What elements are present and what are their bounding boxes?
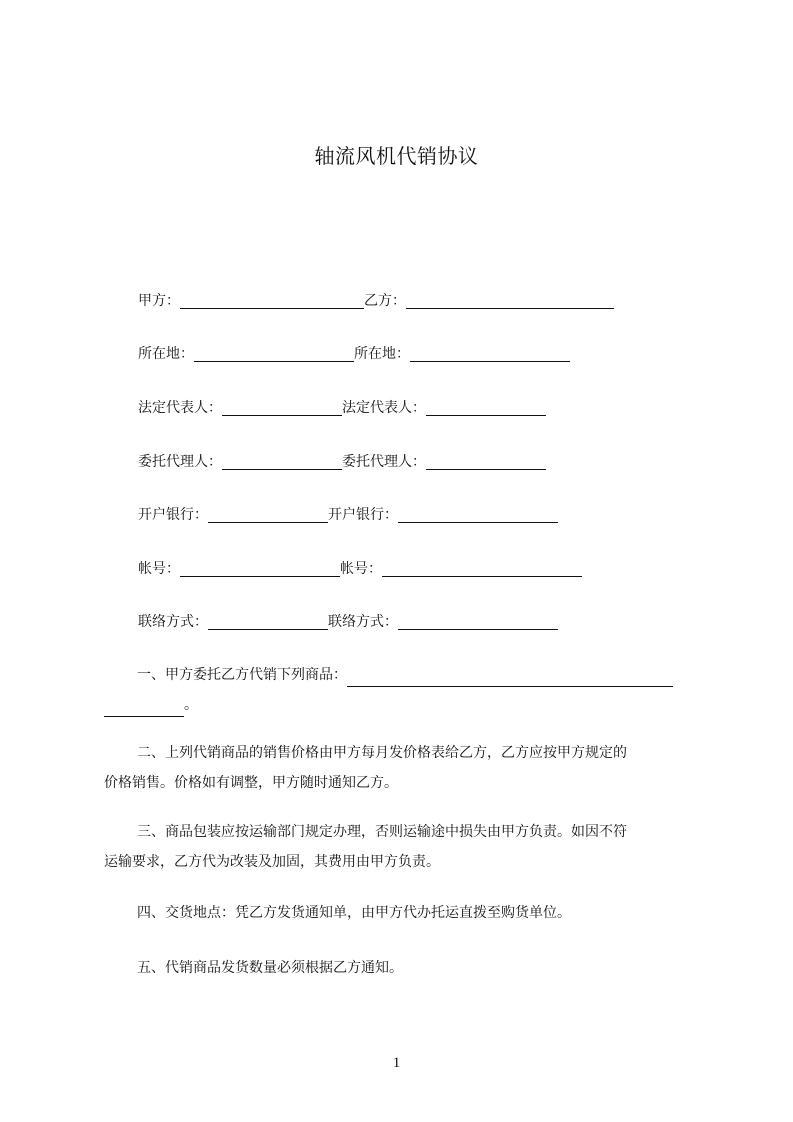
- address-a-blank[interactable]: [194, 345, 354, 362]
- page-number: 1: [392, 1055, 401, 1071]
- rep-b-blank[interactable]: [426, 399, 546, 416]
- contact-a-label: 联络方式：: [138, 614, 208, 630]
- agent-a-blank[interactable]: [222, 453, 342, 470]
- party-b-blank[interactable]: [406, 292, 614, 309]
- address-row: [138, 343, 718, 365]
- bank-a-label: 开户银行：: [138, 507, 208, 523]
- party-b-label: 乙方：: [364, 293, 406, 309]
- contact-a-blank[interactable]: [208, 613, 328, 630]
- rep-b-label: 法定代表人：: [342, 400, 426, 416]
- agent-a-label: 委托代理人：: [138, 454, 222, 470]
- clause-1-end: 。: [184, 697, 198, 713]
- goods-blank-continued[interactable]: [104, 700, 184, 717]
- bank-a-blank[interactable]: [208, 506, 328, 523]
- clause-1-text: 一、甲方委托乙方代销下列商品：: [137, 667, 347, 683]
- clause-3: [104, 817, 702, 877]
- account-b-blank[interactable]: [382, 560, 582, 577]
- document-title: 轴流风机代销协议: [314, 144, 479, 168]
- address-b-label: 所在地：: [354, 346, 410, 362]
- goods-blank[interactable]: [347, 670, 673, 687]
- clause-2-line-2: 价格销售。价格如有调整，甲方随时通知乙方。: [104, 775, 398, 791]
- agent-b-label: 委托代理人：: [342, 454, 426, 470]
- clause-3-line-1: [104, 817, 702, 847]
- account-b-label: 帐号：: [340, 561, 382, 577]
- clause-4-line: [104, 898, 702, 928]
- rep-a-label: 法定代表人：: [138, 400, 222, 416]
- clause-1-line-2: [104, 690, 702, 720]
- account-a-blank[interactable]: [180, 560, 340, 577]
- party-a-label: 甲方：: [138, 293, 180, 309]
- bank-b-blank[interactable]: [398, 506, 558, 523]
- clause-2-line-1: [104, 738, 702, 768]
- bank-b-label: 开户银行：: [328, 507, 398, 523]
- clause-5-line: [104, 953, 702, 983]
- address-b-blank[interactable]: [410, 345, 570, 362]
- rep-a-blank[interactable]: [222, 399, 342, 416]
- contact-b-label: 联络方式：: [328, 614, 398, 630]
- clause-5-text: 五、代销商品发货数量必须根据乙方通知。: [137, 960, 403, 976]
- agent-b-blank[interactable]: [426, 453, 546, 470]
- contact-b-blank[interactable]: [398, 613, 558, 630]
- contact-row: [138, 611, 718, 633]
- clause-4: [104, 898, 702, 928]
- account-a-label: 帐号：: [138, 561, 180, 577]
- party-a-blank[interactable]: [180, 292, 364, 309]
- clause-1: [104, 660, 702, 720]
- clause-3-line-2: 运输要求，乙方代为改装及加固，其费用由甲方负责。: [104, 854, 440, 870]
- bank-row: [138, 504, 718, 526]
- agent-row: [138, 451, 718, 473]
- clause-4-text: 四、交货地点：凭乙方发货通知单，由甲方代办托运直拨至购货单位。: [137, 905, 571, 921]
- clause-3-text-1: 三、商品包装应按运输部门规定办理，否则运输途中损失由甲方负责。如因不符: [137, 824, 627, 840]
- party-row: [138, 290, 718, 312]
- clause-5: [104, 953, 702, 983]
- account-row: [138, 558, 718, 580]
- representative-row: [138, 397, 718, 419]
- address-a-label: 所在地：: [138, 346, 194, 362]
- clause-1-line-1: [104, 660, 702, 690]
- clause-2-text-1: 二、上列代销商品的销售价格由甲方每月发价格表给乙方，乙方应按甲方规定的: [137, 745, 627, 761]
- clause-2: [104, 738, 702, 798]
